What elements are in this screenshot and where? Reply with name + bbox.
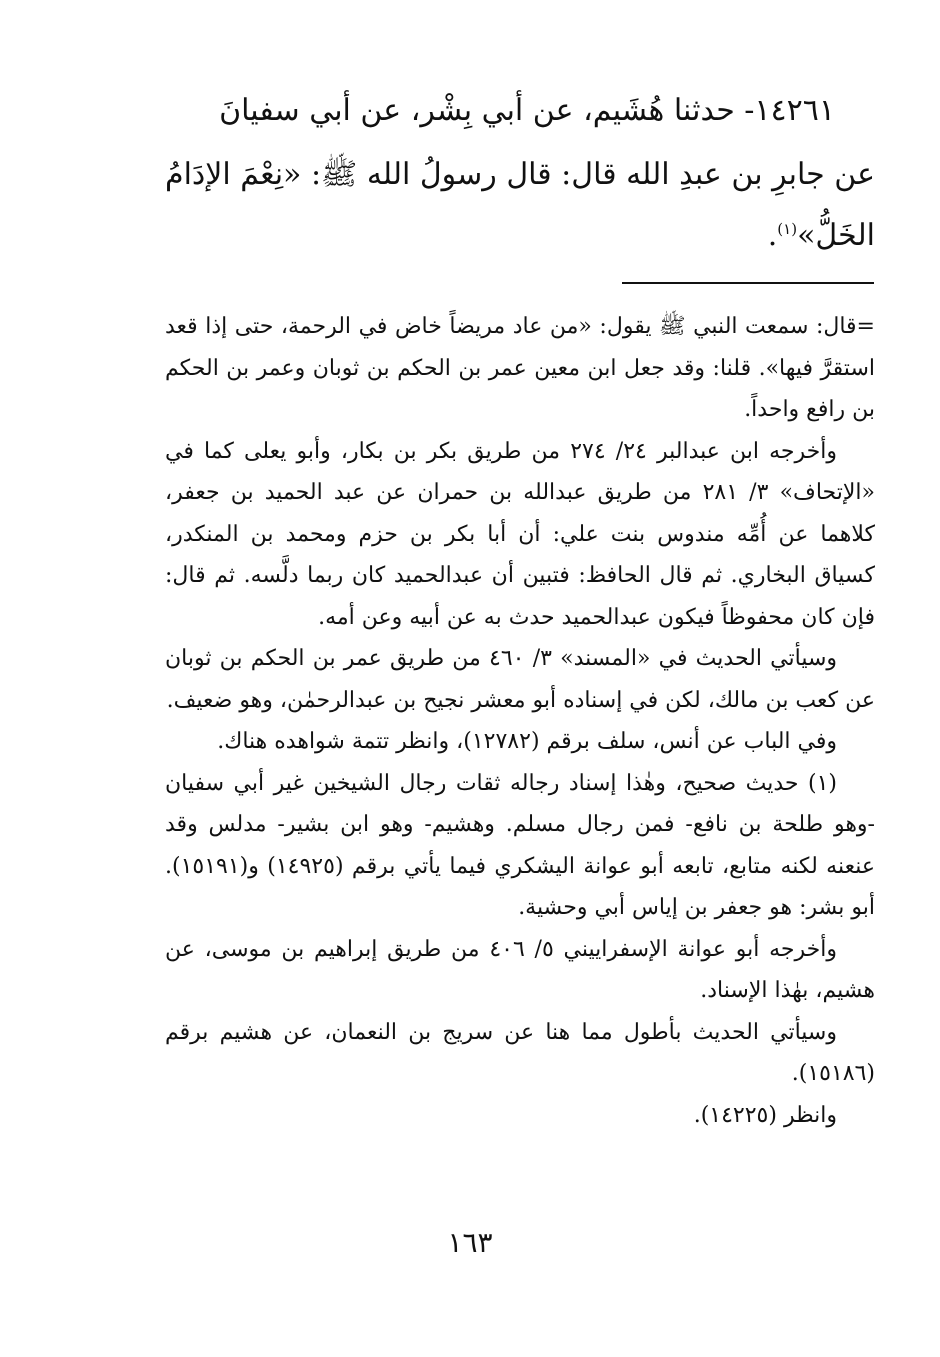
- footnote-paragraph: =قال: سمعت النبي ﷺ يقول: «من عاد مريضاً خاض في الرحمة، حتى إذا قعد استقرَّ فيها». قلنا: وقد جعل ابن معين عمر بن الحكم بن ثوبان وعمر بن الحكم بن رافع واحداً.: [165, 314, 875, 422]
- footnote-marker: (١): [777, 220, 798, 238]
- footnote-separator: [622, 282, 874, 284]
- footnote-paragraph: (١) حديث صحيح، وهٰذا إسناد رجاله ثقات رجال الشيخين غير أبي سفيان -وهو طلحة بن نافع- فمن رجال مسلم. وهشيم- وهو ابن بشير- مدلس وقد عنعنه لكنه متابع، تابعه أبو عوانة اليشكري فيما يأتي برقم (١٤٩٢٥) و(١٥١٩١). أبو بشر: هو جعفر بن إياس أبي وحشية.: [165, 770, 875, 920]
- footnote-paragraph: وسيأتي الحديث بأطول مما هنا عن سريج بن النعمان، عن هشيم برقم (١٥١٨٦).: [165, 1019, 875, 1086]
- hadith-matn-line1: عن جابرِ بن عبدِ الله قال: قال رسولُ الله ﷺ: «نِعْمَ الإدَامُ: [165, 157, 875, 192]
- hadith-matn-period: .: [767, 218, 778, 253]
- page-number: ١٦٣: [447, 1226, 493, 1259]
- hadith-matn-line2: [165, 200, 875, 258]
- footnote-paragraph: وسيأتي الحديث في «المسند» ٣/ ٤٦٠ من طريق عمر بن الحكم بن ثوبان عن كعب بن مالك، لكن في إسناده أبو معشر نجيح بن عبدالرحمٰن، وهو ضعيف.: [165, 646, 875, 713]
- footnote-paragraph: وأخرجه أبو عوانة الإسفراييني ٥/ ٤٠٦ من طريق إبراهيم بن موسى، عن هشيم، بهٰذا الإسناد.: [165, 936, 875, 1003]
- footnotes: [165, 306, 875, 1136]
- footnote-paragraph: وانظر (١٤٢٢٥).: [693, 1102, 837, 1128]
- footnote-paragraph: وأخرجه ابن عبدالبر ٢٤/ ٢٧٤ من طريق بكر بن بكار، وأبو يعلى كما في «الإتحاف» ٣/ ٢٨١ من طريق عبدالله بن حمران عن عبد الحميد بن جعفر، كلاهما عن أُمِّه مندوس بنت علي: أن أبا بكر بن حزم ومحمد بن المنكدر، كسياق البخاري. ثم قال الحافظ: فتبين أن عبدالحميد كان ربما دلَّسه. ثم قال: فإن كان محفوظاً فيكون عبدالحميد حدث به عن أبيه وعن أمه.: [165, 438, 876, 630]
- hadith-isnad: ١٤٢٦١- حدثنا هُشَيم، عن أبي بِشْر، عن أبي سفيانَ: [219, 93, 835, 128]
- hadith-matn-ending: الخَلُّ»: [797, 218, 875, 253]
- footnote-paragraph: وفي الباب عن أنس، سلف برقم (١٢٧٨٢)، وانظر تتمة شواهده هناك.: [217, 729, 837, 754]
